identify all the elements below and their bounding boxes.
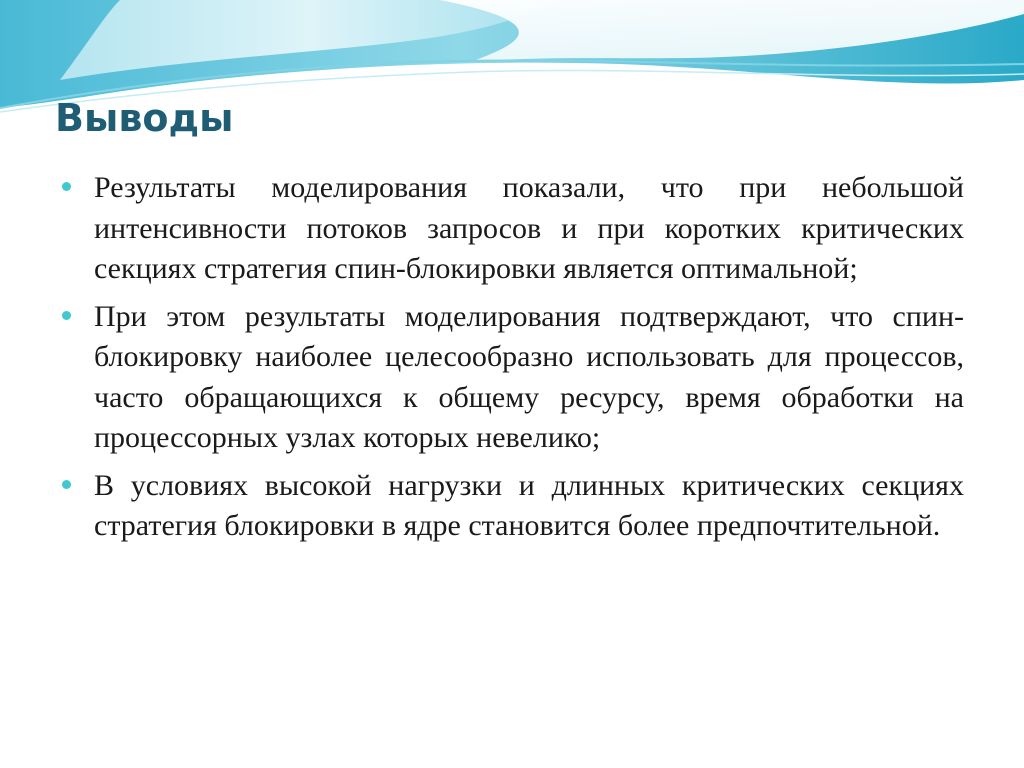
bullet-item [58, 466, 964, 547]
bullet-dot-icon [62, 311, 71, 320]
bullet-item [58, 297, 964, 459]
bullet-dot-icon [62, 480, 71, 489]
slide-title: Выводы [55, 96, 234, 140]
bullet-dot-icon [62, 182, 71, 191]
bullet-list [58, 168, 964, 554]
bullet-text: При этом результаты моделирования подтверждают, что спин-блокировку наиболее целесообразно использовать для процессов, часто обращающихся к общему ресурсу, время обработки на процессорных узлах которых невелико; [94, 299, 964, 454]
bullet-text: Результаты моделирования показали, что при небольшой интенсивности потоков запросов и при коротких критических секциях стратегия спин-блокировки является оптимальной; [94, 171, 964, 285]
bullet-text: В условиях высокой нагрузки и длинных критических секциях стратегия блокировки в ядре становится более предпочтительной. [94, 468, 964, 542]
bullet-item [58, 168, 964, 290]
